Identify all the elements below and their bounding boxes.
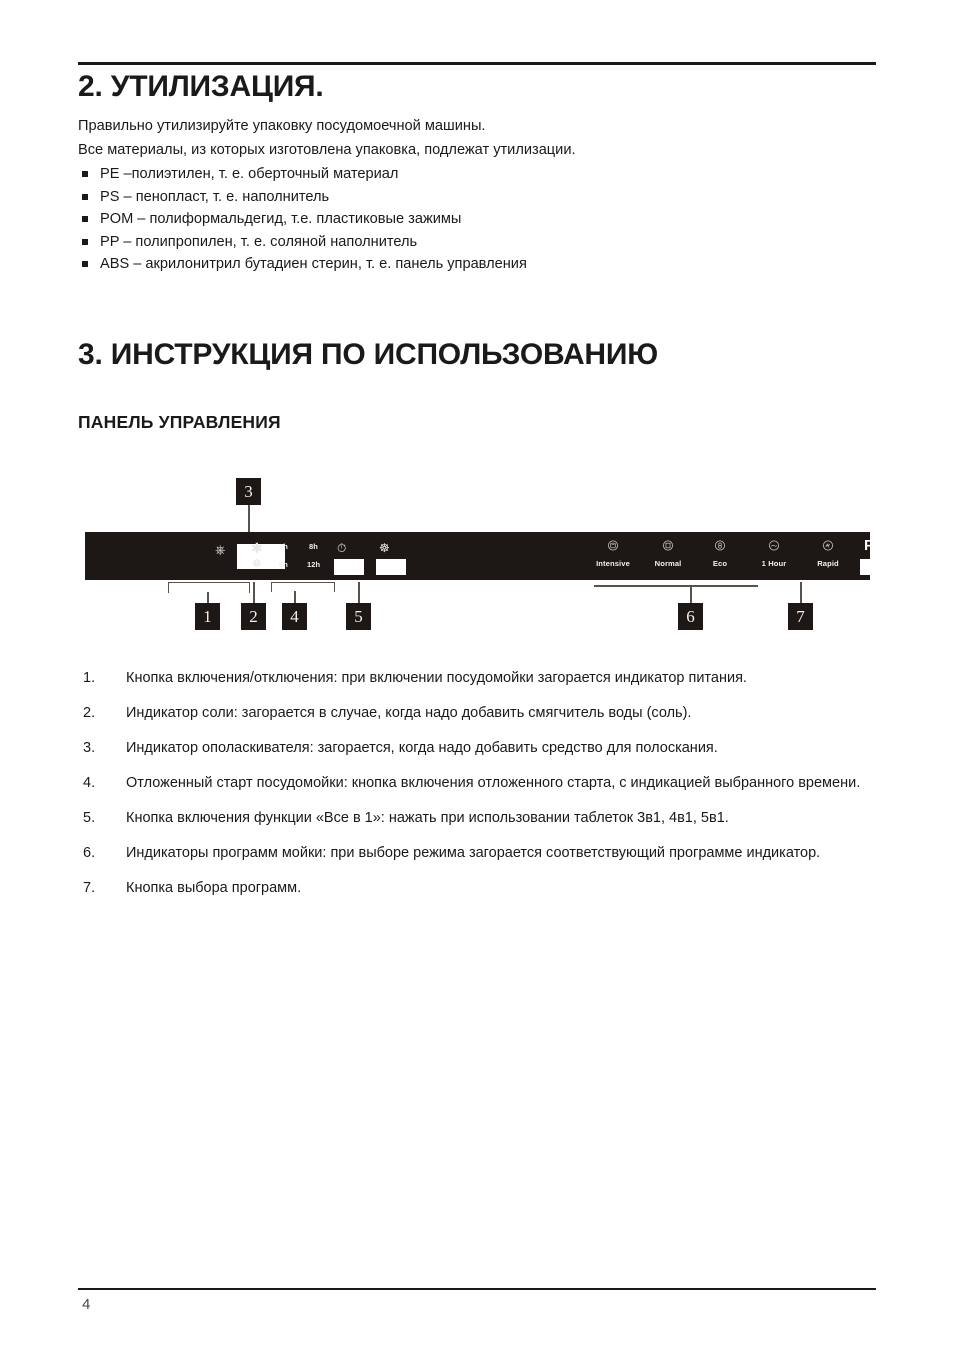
callout-2-leader	[253, 582, 255, 603]
program-label-rapid: Rapid	[817, 559, 839, 568]
material-text: PS – пенопласт, т. е. наполнитель	[100, 188, 330, 205]
footer-rule	[78, 1288, 876, 1290]
program-select-letter: P	[864, 537, 875, 554]
delay-time-6h: 6h	[279, 560, 288, 569]
instruction-item	[78, 773, 878, 794]
callout-2: 2	[241, 603, 266, 630]
callout-5-leader	[358, 582, 360, 603]
instruction-number: 6.	[83, 845, 96, 861]
square-bullet-icon	[82, 171, 88, 177]
one-hour-program-icon	[769, 540, 780, 551]
square-bullet-icon	[82, 261, 88, 267]
instruction-item	[78, 738, 878, 759]
eco-program-icon	[715, 540, 726, 551]
subheading-control-panel: ПАНЕЛЬ УПРАВЛЕНИЯ	[78, 412, 281, 432]
power-icon[interactable]: ⎈	[215, 542, 226, 557]
material-text: PE –полиэтилен, т. е. оберточный материал	[100, 166, 399, 182]
callout-1-bracket	[168, 582, 250, 593]
salt-indicator-icon: ✱	[251, 540, 263, 556]
instruction-number: 2.	[83, 705, 96, 721]
instruction-number: 3.	[83, 740, 96, 756]
square-bullet-icon	[82, 216, 88, 222]
callout-5: 5	[346, 603, 371, 630]
section-heading-instruction: 3. ИНСТРУКЦИЯ ПО ИСПОЛЬЗОВАНИЮ	[78, 338, 658, 371]
instruction-item	[78, 668, 878, 689]
control-panel-bar	[85, 532, 875, 580]
utilization-intro-line-2: Все материалы, из которых изготовлена упаковка, подлежат утилизации.	[78, 142, 576, 158]
delay-time-8h: 8h	[309, 542, 318, 551]
callout-7: 7	[788, 603, 813, 630]
intensive-program-icon	[608, 540, 619, 551]
instruction-text: Индикатор соли: загорается в случае, когда надо добавить смягчитель воды (соль).	[126, 705, 692, 721]
list-item	[78, 208, 527, 231]
instruction-text: Кнопка включения функции «Все в 1»: нажать при использовании таблеток 3в1, 4в1, 5в1.	[126, 810, 729, 826]
instruction-number: 7.	[83, 880, 96, 896]
instruction-number: 1.	[83, 670, 96, 686]
program-label-eco: Eco	[712, 559, 728, 568]
instruction-text: Индикатор ополаскивателя: загорается, когда надо добавить средство для полоскания.	[126, 740, 718, 756]
callout-7-leader	[800, 582, 802, 603]
program-label-one-hour: 1 Hour	[761, 559, 787, 568]
instruction-item	[78, 843, 878, 864]
callout-6: 6	[678, 603, 703, 630]
instruction-text: Отложенный старт посудомойки: кнопка включения отложенного старта, с индикацией выбранного времени.	[126, 775, 861, 791]
instructions-list	[78, 668, 878, 913]
callout-1-leader	[207, 592, 209, 603]
program-label-normal: Normal	[654, 559, 682, 568]
material-text: POM – полиформальдегид, т.е. пластиковые зажимы	[100, 211, 462, 227]
instruction-text: Кнопка включения/отключения: при включении посудомойки загорается индикатор питания.	[126, 670, 747, 686]
program-label-intensive: Intensive	[596, 559, 630, 568]
list-item	[78, 163, 527, 186]
instruction-item	[78, 808, 878, 829]
page-number: 4	[82, 1296, 91, 1313]
all-in-one-button[interactable]	[376, 559, 406, 575]
delay-start-button[interactable]	[334, 559, 364, 575]
instruction-number: 5.	[83, 810, 96, 826]
callout-3: 3	[236, 478, 261, 505]
callout-6-leader	[690, 585, 692, 603]
instruction-number: 4.	[83, 775, 96, 791]
square-bullet-icon	[82, 194, 88, 200]
material-text: PP – полипропилен, т. е. соляной наполнитель	[100, 233, 418, 250]
list-item	[78, 253, 527, 276]
list-item	[78, 231, 527, 254]
list-item	[78, 186, 527, 209]
square-bullet-icon	[82, 239, 88, 245]
utilization-intro-line-1: Правильно утилизируйте упаковку посудомоечной машины.	[78, 118, 486, 134]
callout-4-bracket	[271, 582, 335, 592]
callout-6-span	[594, 585, 758, 587]
rapid-program-icon	[823, 540, 834, 551]
delay-time-3h: 3h	[279, 542, 288, 551]
delay-time-12h: 12h	[307, 560, 321, 569]
instruction-text: Индикаторы программ мойки: при выборе режима загорается соответствующий программе индикатор.	[126, 845, 821, 861]
program-select-button[interactable]	[860, 559, 890, 575]
instruction-item	[78, 703, 878, 724]
rinse-aid-indicator-icon: ☸	[252, 558, 262, 570]
delay-clock-icon: ⏱	[337, 541, 347, 555]
header-rule	[78, 62, 876, 65]
all-in-one-tablet-icon: ☸	[379, 541, 390, 555]
material-text: ABS – акрилонитрил бутадиен стерин, т. е. панель управления	[100, 256, 527, 272]
control-panel-figure	[0, 470, 954, 645]
instruction-item	[78, 878, 878, 899]
normal-program-icon	[663, 540, 674, 551]
section-heading-utilization: 2. УТИЛИЗАЦИЯ.	[78, 70, 324, 103]
callout-4-leader	[294, 591, 296, 603]
materials-list	[78, 163, 527, 276]
callout-4: 4	[282, 603, 307, 630]
callout-1: 1	[195, 603, 220, 630]
instruction-text: Кнопка выбора программ.	[126, 880, 302, 896]
callout-3-leader	[248, 505, 250, 532]
